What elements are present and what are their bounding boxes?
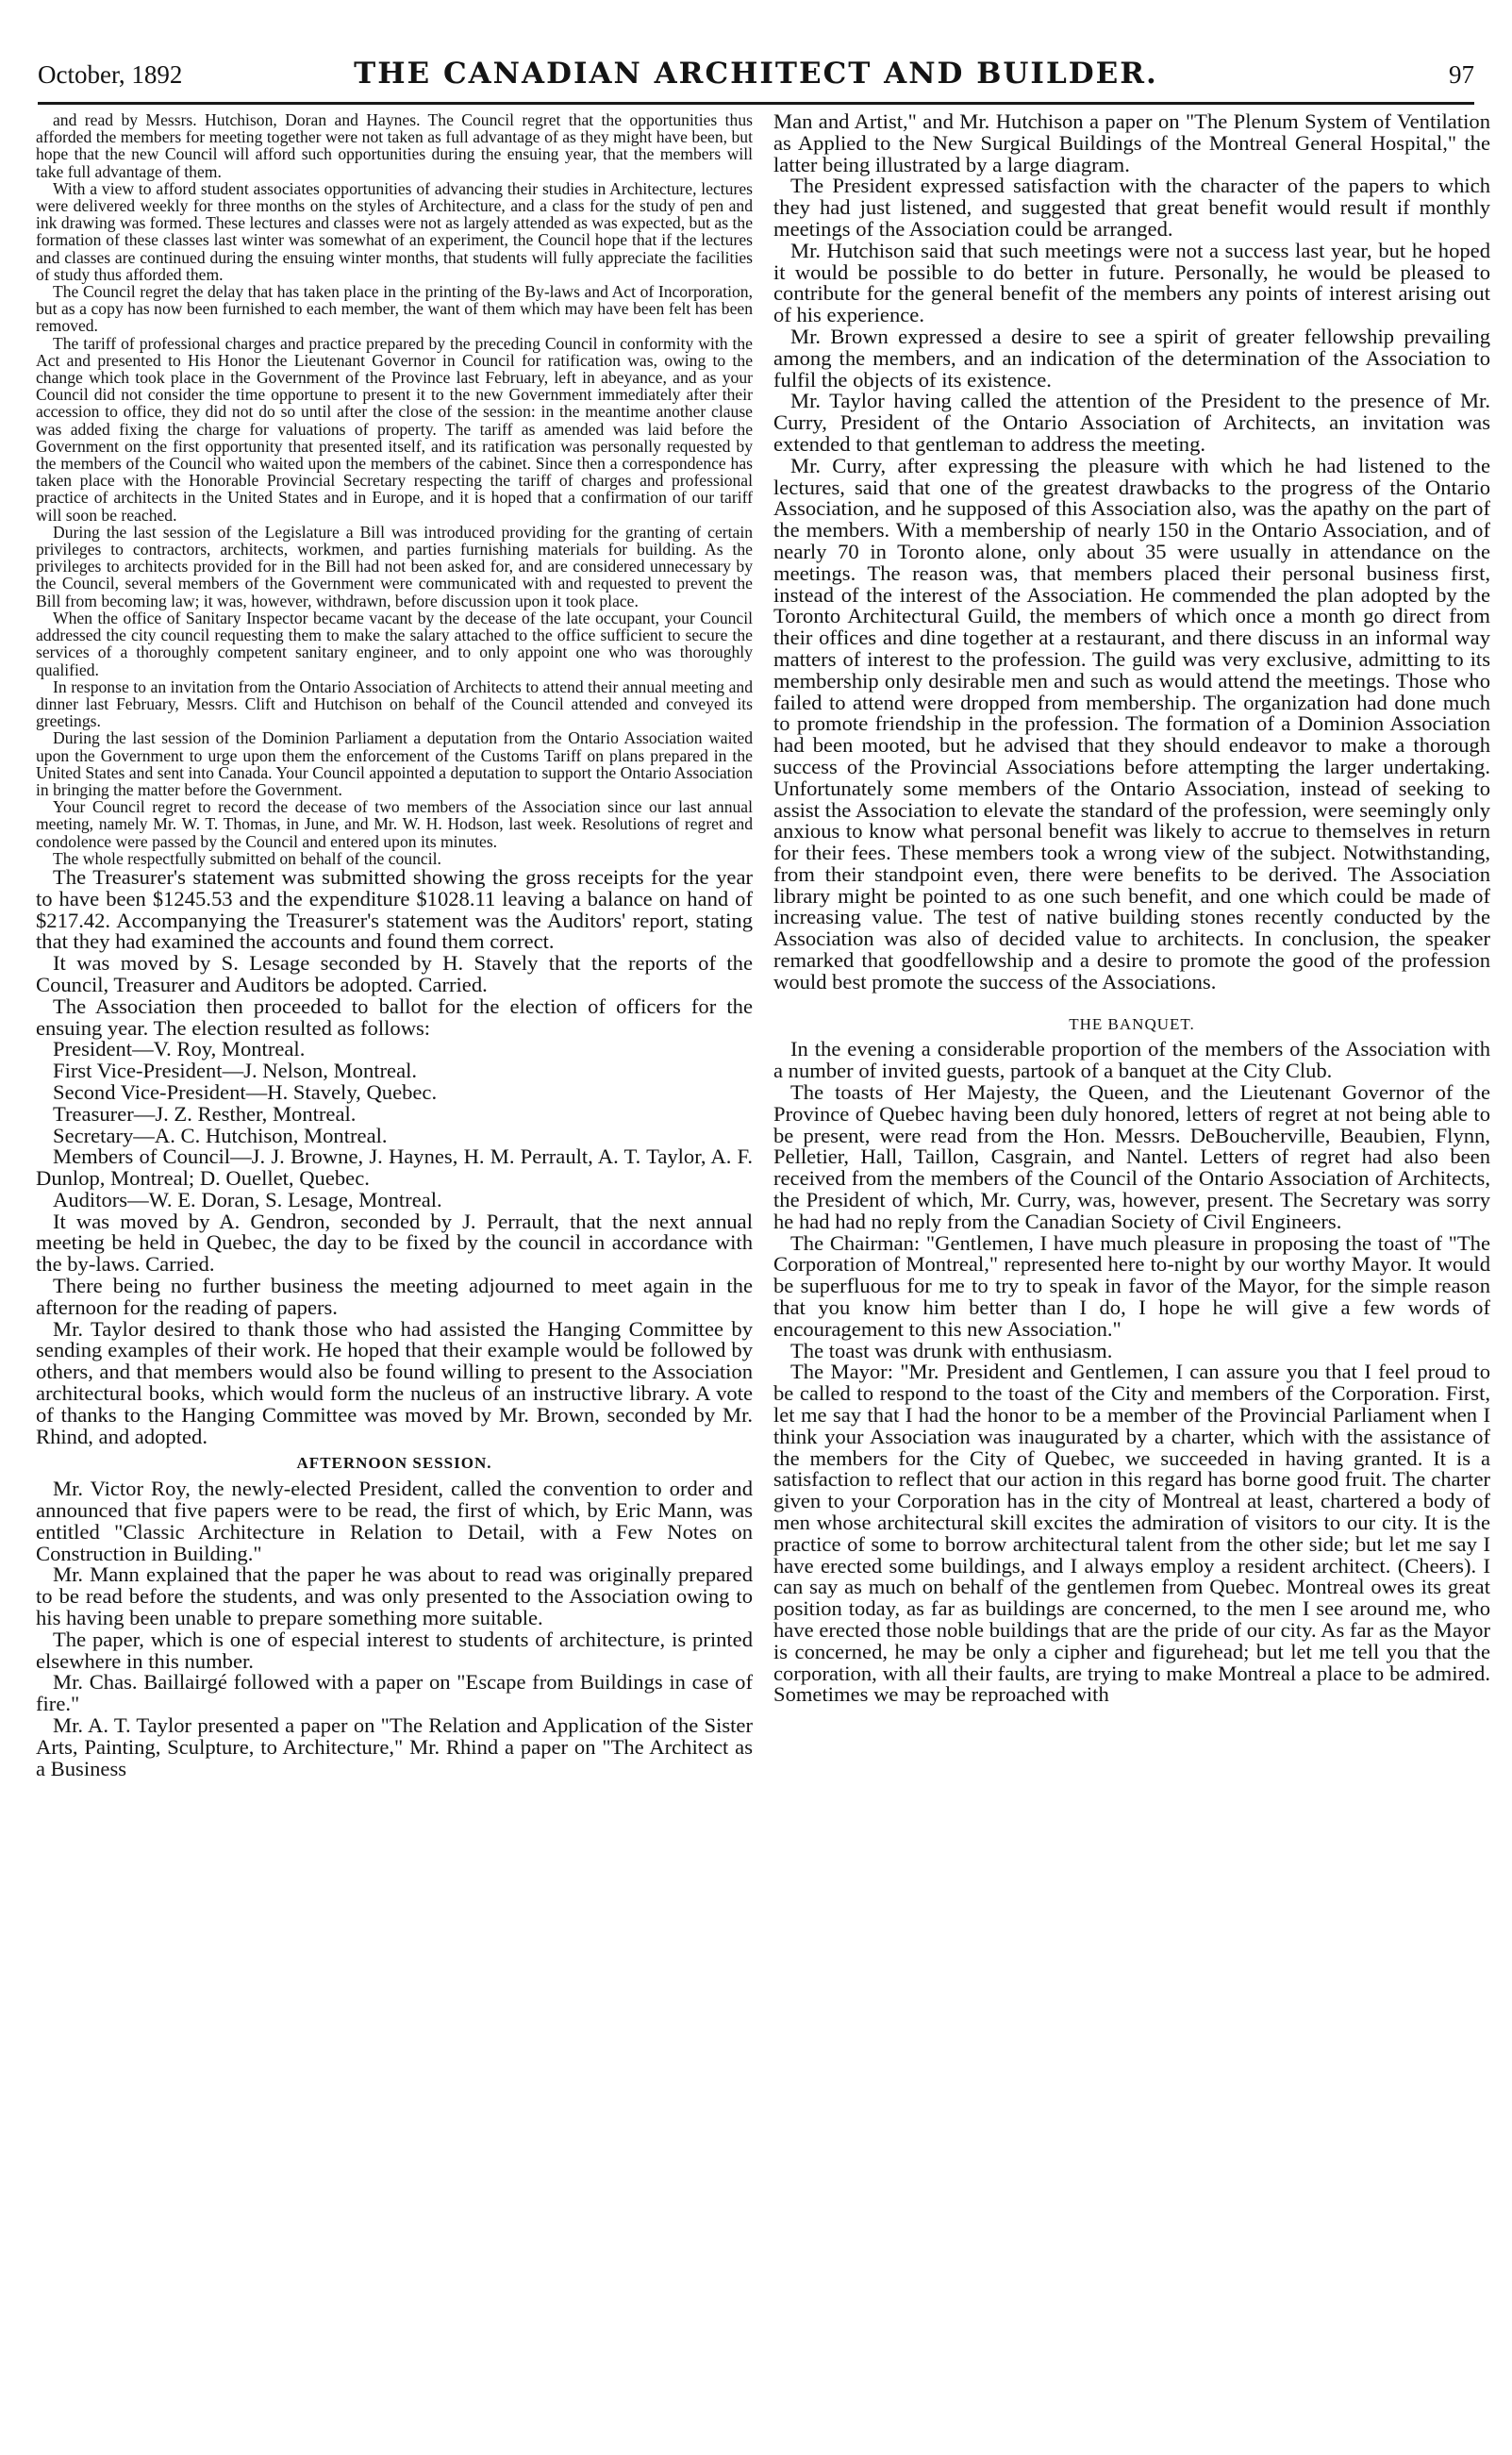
body-paragraph: It was moved by A. Gendron, seconded by J. Perrault, that the next annual meeting be held in Quebec, the day to be fixed by the council in accordance with the by-laws. Carried.	[36, 1209, 753, 1277]
report-paragraph: With a view to afford student associates opportunities of advancing their studies in Architecture, lectures were delivered weekly for three months on the styles of Architecture, and a class for the study of pen and ink drawing was formed. These lectures and classes were not as largely attended as was expected, but as the formation of these classes last winter was somewhat of an experiment, the Council hope that if the lectures and classes are continued during the ensuing winter months, that students will fully appreciate the facilities of study thus afforded them.	[36, 178, 753, 284]
header-rule	[38, 102, 1474, 105]
officer-list	[36, 1039, 753, 1211]
afternoon-session-heading: AFTERNOON SESSION.	[296, 1454, 492, 1473]
body-paragraph: The President expressed satisfaction with the character of the papers to which they had just listened, and suggested that great benefit would result if monthly meetings of the Association could be arranged.	[773, 174, 1490, 241]
body-paragraph: The Treasurer's statement was submitted showing the gross receipts for the year to have been $1245.53 and the expenditure $1028.11 leaving a balance on hand of $217.42. Accompanying the Treasurer's statement was the Auditors' report, stating that they had examined the accounts and found them correct.	[36, 864, 753, 954]
body-paragraph: Mr. Mann explained that the paper he was about to read was originally prepared to be read before the students, and was only presented to the Association owing to his having been unable to prepare something more suitable.	[36, 1562, 753, 1630]
officer-entry: First Vice-President—J. Nelson, Montreal.	[53, 1059, 418, 1083]
report-paragraph: The tariff of professional charges and practice prepared by the preceding Council in conformity with the Act and presented to His Honor the Lieutenant Governor in Council for ratification was, owing to the change which took place in the Government of the Province last February, left in abeyance, and as your Council did not consider the time opportune to present it to the new Government immediately after their accession to office, they did not do so until after the close of the session: in the meantime another clause was added fixing the charge for valuations of property. The tariff as amended was laid before the Government on the first opportunity that presented itself, and its ratification was personally requested by the members of the Council who waited upon the members of the cabinet. Since then a correspondence has taken place with the Honorable Provincial Secretary respecting the tariff of charges and professional practice of architects in the United States and in Europe, and it is hoped that a confirmation of our tariff will soon be reached.	[36, 333, 753, 525]
journal-title: THE CANADIAN ARCHITECT AND BUILDER.	[354, 57, 1158, 91]
body-paragraph: The toasts of Her Majesty, the Queen, and the Lieutenant Governor of the Province of Quebec having been duly honored, letters of regret at not being able to be present, were read from the Hon. Messrs. DeBoucherville, Beaubien, Flynn, Pelletier, Hall, Taillon, Casgrain, and Nantel. Letters of regret had also been received from the members of the Council of the Ontario Association of Architects, the President of which, Mr. Curry, was, however, present. The Secretary was sorry he had had no reply from the Canadian Society of Civil Engineers.	[773, 1080, 1490, 1233]
body-paragraph: Mr. Taylor having called the attention of the President to the presence of Mr. Curry, President of the Ontario Association of Architects, an invitation was extended to that gentleman to address the meeting.	[773, 389, 1490, 456]
body-paragraph: Mr. Brown expressed a desire to see a spirit of greater fellowship prevailing among the members, and an indication of the determination of the Association to fulfil the objects of its existence.	[773, 324, 1490, 392]
body-paragraph: Mr. Taylor desired to thank those who had assisted the Hanging Committee by sending examples of their work. He hoped that their example would be followed by others, and that members would also be found willing to present to the Association architectural books, which would form the nucleus of an instructive library. A vote of thanks to the Hanging Committee was moved by Mr. Brown, seconded by Mr. Rhind, and adopted.	[36, 1316, 753, 1448]
body-paragraph: In the evening a considerable proportion of the members of the Association with a number of invited guests, partook of a banquet at the City Club.	[773, 1037, 1490, 1083]
body-paragraph: The Chairman: "Gentlemen, I have much pleasure in proposing the toast of "The Corporation of Montreal," represented here to-night by our worthy Mayor. It would be superfluous for me to try to speak in favor of the Mayor, for the simple reason that you know him better than I do, I hope he will give a few words of encouragement to this new Association."	[773, 1230, 1490, 1341]
report-paragraph: In response to an invitation from the Ontario Association of Architects to attend their annual meeting and dinner last February, Messrs. Clift and Hutchison on behalf of the Council attended and conveyed its greetings.	[36, 676, 753, 731]
body-paragraph: Man and Artist," and Mr. Hutchison a paper on "The Plenum System of Ventilation as Applied to the New Surgical Buildings of the Montreal General Hospital," the latter being illustrated by a large diagram.	[773, 111, 1490, 176]
page-header	[38, 57, 1474, 98]
body-paragraph: Mr. Curry, after expressing the pleasure with which he had listened to the lectures, said that one of the greatest drawbacks to the progress of the Ontario Association, and he supposed of this Association also, was the apathy on the part of the members. With a membership of nearly 150 in the Ontario Association, and of nearly 70 in Toronto alone, only about 35 were usually in attendance on the meetings. The reason was, that members placed their personal business first, instead of the interest of the Association. He commended the plan adopted by the Toronto Architectural Guild, the members of which once a month go direct from their offices and dine together at a restaurant, and there discuss in an informal way matters of interest to the profession. The guild was very exclusive, admitting to its membership only desirable men and such as would attend the meetings. Those who failed to attend were dropped from membership. The organization had done much to promote friendship in the profession. The formation of a Dominion Association had been mooted, but he advised that they should endeavor to make a thorough success of the Provincial Associations before attempting the larger undertaking. Unfortunately some members of the Ontario Association, instead of seeking to assist the Association to elevate the standard of the profession, were seemingly only anxious to know what personal benefit was likely to accrue to themselves in return for their fees. These members took a wrong view of the subject. Notwithstanding, from their standpoint even, there were benefits to be derived. The Association library might be pointed to as one such benefit, and one which could be made of increasing value. The test of native building stones recently conducted by the Association was also of decided value to architects. In conclusion, the speaker remarked that goodfellowship and a desire to promote the good of the profession would best promote the success of the Associations.	[773, 453, 1490, 994]
body-paragraph: The Mayor: "Mr. President and Gentlemen, I can assure you that I feel proud to be called to respond to the toast of the City and members of the Corporation. First, let me say that I had the honor to be a member of the Provincial Parliament when I think your Association was inaugurated by a charter, which with the assistance of the members for the City of Quebec, we succeeded in having granted. It is a satisfaction to reflect that our action in this regard has borne good fruit. The charter given to your Corporation has in the city of Montreal at least, chartered a body of men whose architectural skill excites the admiration of visitors to our city. It is the practice of some to borrow architectural talent from the other side; but let me say I have erected some buildings, and I always employ a resident architect. (Cheers). I can say as much on behalf of the gentlemen from Quebec. Montreal owes its great position today, as far as buildings are concerned, to the men I see around me, who have erected those noble buildings that are the pride of our city. As far as the Mayor is concerned, he may be only a cipher and figurehead; but let me tell you that the corporation, with all their faults, are trying to make Montreal a place to be admired. Sometimes we may be reproached with	[773, 1360, 1490, 1707]
right-column	[773, 111, 1490, 2432]
report-paragraph: When the office of Sanitary Inspector became vacant by the decease of the late occupant, your Council addressed the city council requesting them to make the salary attached to the office sufficient to secure the services of a thoroughly competent sanitary engineer, and to only appoint one who was thoroughly qualified.	[36, 608, 753, 679]
body-paragraph: The paper, which is one of especial interest to students of architecture, is printed elsewhere in this number.	[36, 1627, 753, 1673]
officer-entry: Members of Council—J. J. Browne, J. Haynes, H. M. Perrault, A. T. Taylor, A. F. Dunlop, Montreal; D. Ouellet, Quebec.	[36, 1144, 753, 1191]
issue-date: October, 1892	[38, 60, 183, 89]
officer-entry: Second Vice-President—H. Stavely, Quebec.	[53, 1079, 438, 1104]
body-paragraph: The toast was drunk with enthusiasm.	[790, 1338, 1113, 1362]
report-paragraph: During the last session of the Legislature a Bill was introduced providing for the granting of certain privileges to contractors, architects, workmen, and parties furnishing materials for building. As the privileges to architects provided for in the Bill had not been asked for, and are considered unnecessary by the Council, several members of the Government were communicated with and requested to prevent the Bill from becoming law; it was, however, withdrawn, before discussion upon it took place.	[36, 522, 753, 610]
body-paragraph: It was moved by S. Lesage seconded by H. Stavely that the reports of the Council, Treasurer and Auditors be adopted. Carried.	[36, 951, 753, 996]
meeting-minutes	[36, 864, 753, 1780]
report-paragraph: During the last session of the Dominion Parliament a deputation from the Ontario Association waited upon the Government to urge upon them the enforcement of the Customs Tariff on plans prepared in the United States and sent into Canada. Your Council appointed a deputation to support the Ontario Association in bringing the matter before the Government.	[36, 728, 753, 799]
officer-entry: President—V. Roy, Montreal.	[53, 1037, 306, 1061]
banquet-heading: THE BANQUET.	[1069, 1014, 1195, 1033]
report-paragraph: The whole respectfully submitted on behalf of the council.	[53, 848, 441, 868]
left-column	[36, 111, 753, 2432]
body-paragraph: Mr. A. T. Taylor presented a paper on "The Relation and Application of the Sister Arts, Painting, Sculpture, to Architecture," Mr. Rhind a paper on "The Architect as a Business	[36, 1713, 753, 1780]
officer-entry: Treasurer—J. Z. Resther, Montreal.	[53, 1101, 357, 1126]
report-paragraph: and read by Messrs. Hutchison, Doran and Haynes. The Council regret that the opportunities thus afforded the members for meeting together were not taken as full advantage of as they might have been, but hope that the new Council will afford such opportunities during the ensuing year, that the members will take full advantage of them.	[36, 111, 753, 181]
body-paragraph: Mr. Chas. Baillairgé followed with a paper on "Escape from Buildings in case of fire."	[36, 1670, 753, 1716]
page-number: 97	[1449, 60, 1474, 89]
report-paragraph: Your Council regret to record the decease of two members of the Association since our last annual meeting, namely Mr. W. T. Thomas, in June, and Mr. W. H. Hodson, last week. Resolutions of regret and condolence were passed by the Council and entered upon its minutes.	[36, 797, 753, 851]
report-paragraph: The Council regret the delay that has taken place in the printing of the By-laws and Act of Incorporation, but as a copy has now been furnished to each member, the want of them which may have been felt has been removed.	[36, 282, 753, 336]
body-paragraph: Mr. Victor Roy, the newly-elected President, called the convention to order and announced that five papers were to be read, the first of which, by Eric Mann, was entitled "Classic Architecture in Relation to Detail, with a Few Notes on Construction in Building."	[36, 1477, 753, 1565]
officer-entry: Auditors—W. E. Doran, S. Lesage, Montreal.	[53, 1187, 442, 1211]
body-paragraph: Mr. Hutchison said that such meetings were not a success last year, but he hoped it would be possible to do better in future. Personally, he would be pleased to contribute for the general benefit of the members any points of interest arising out of his experience.	[773, 238, 1490, 327]
body-paragraph: The Association then proceeded to ballot for the election of officers for the ensuing year. The election resulted as follows:	[36, 994, 753, 1040]
body-paragraph: There being no further business the meeting adjourned to meet again in the afternoon for the reading of papers.	[36, 1274, 753, 1319]
council-report	[36, 111, 753, 867]
officer-entry: Secretary—A. C. Hutchison, Montreal.	[53, 1123, 388, 1147]
